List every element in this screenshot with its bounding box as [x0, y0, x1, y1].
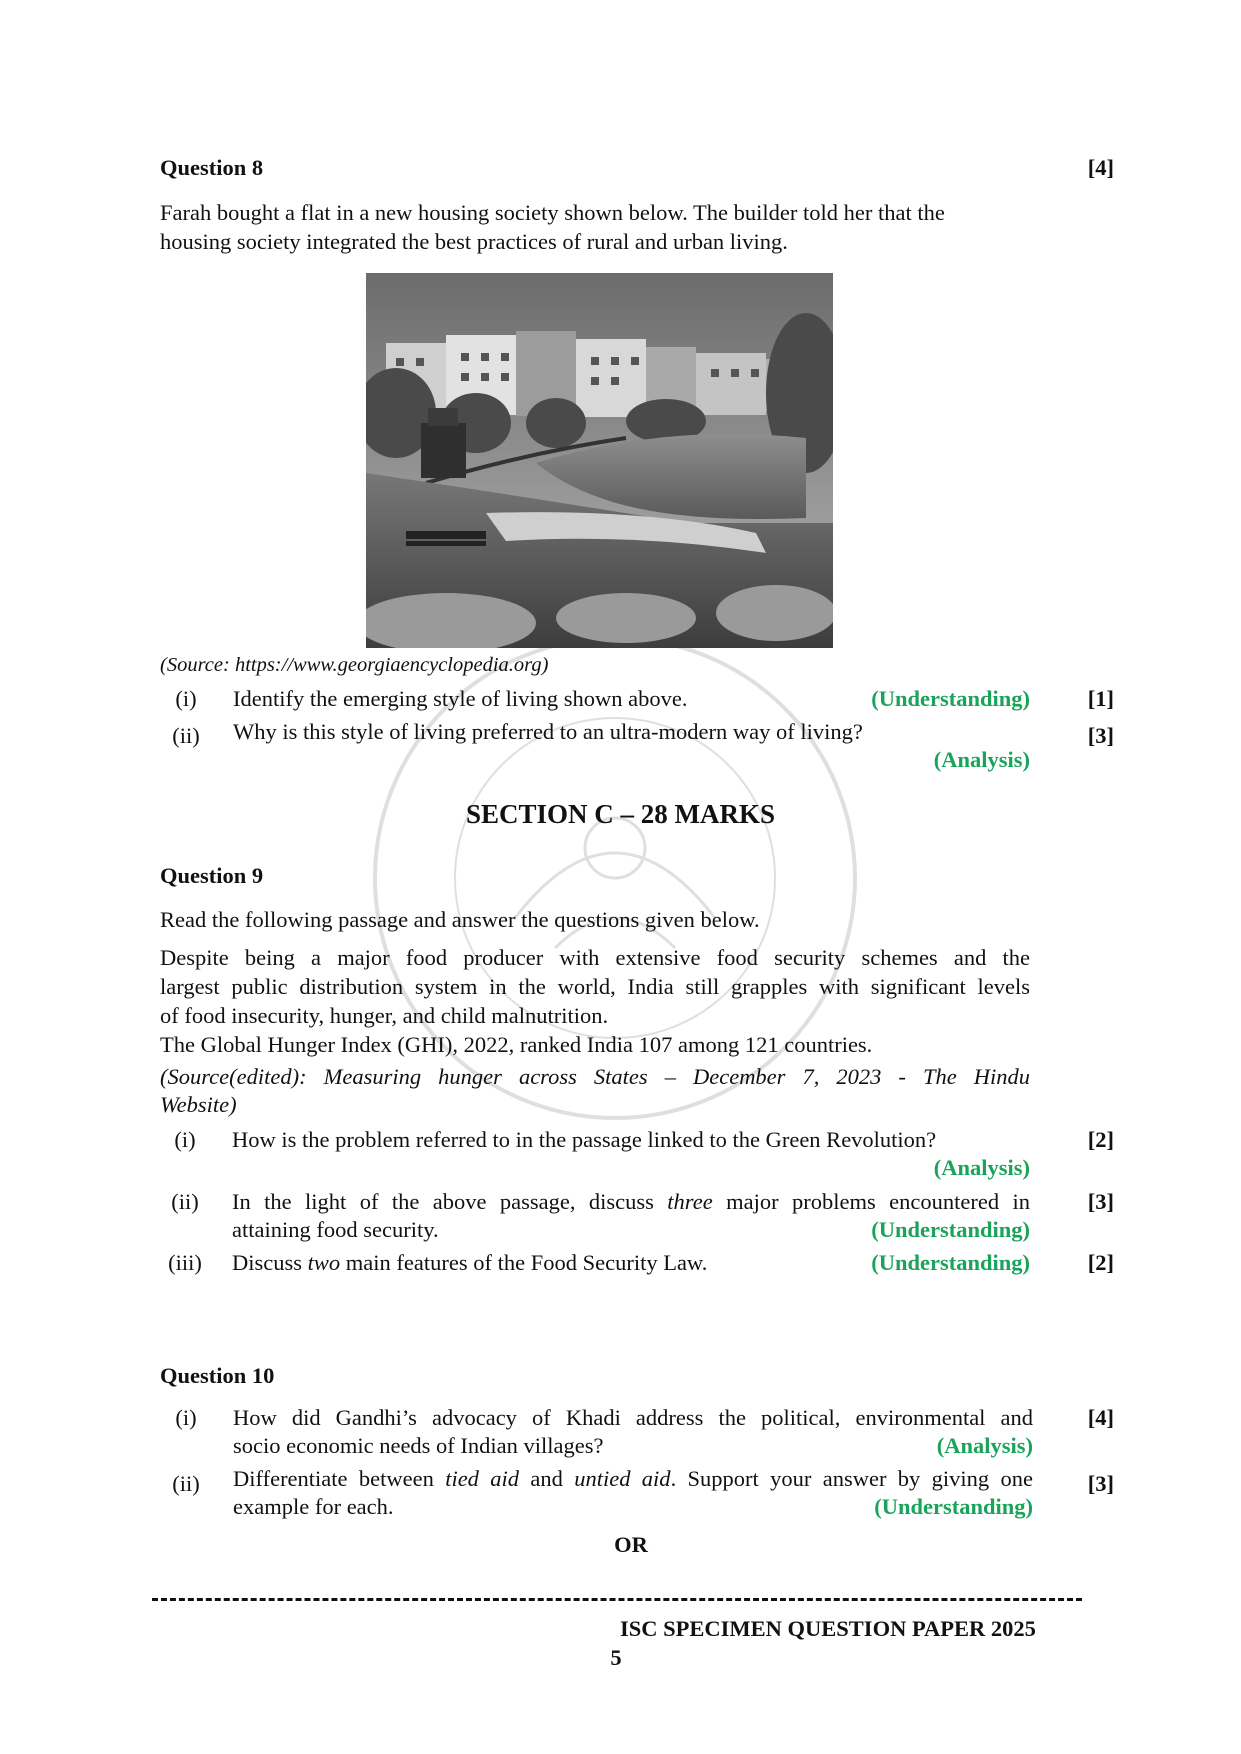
question-8-part-ii-tag: (Analysis): [933, 747, 1030, 772]
housing-society-photo: [366, 273, 833, 648]
question-8-part-i-number: (i): [175, 686, 197, 711]
question-10-part-ii-text-a: Differentiate between: [233, 1466, 446, 1491]
footer-dashed-rule: [152, 1598, 1082, 1601]
question-10-part-ii-emphasis-2: untied aid: [574, 1466, 671, 1491]
question-9-part-ii-tag: (Understanding): [871, 1217, 1030, 1242]
section-c-heading: SECTION C – 28 MARKS: [465, 799, 776, 829]
question-10-part-ii-text-c: . Support your answer by giving one: [670, 1466, 1033, 1491]
question-10-part-i-tag: (Analysis): [936, 1433, 1033, 1458]
question-9-instruction: Read the following passage and answer the questions given below.: [160, 907, 760, 932]
question-9-passage-line-4: The Global Hunger Index (GHI), 2022, ranked India 107 among 121 countries.: [160, 1032, 873, 1057]
question-8-part-i-marks: [1]: [1087, 686, 1114, 711]
question-9-part-ii-line-1: [232, 1188, 1030, 1216]
question-9-passage-line-2: largest public distribution system in the world, India still grapples with significant levels: [160, 974, 1030, 999]
question-10-part-ii-text-b: and: [519, 1466, 575, 1491]
question-8-intro-line-1: Farah bought a flat in a new housing society shown below. The builder told her that the: [160, 200, 945, 225]
or-divider: OR: [614, 1532, 648, 1557]
question-9-part-ii-number: (ii): [171, 1189, 199, 1214]
question-10-part-ii-line-1: [233, 1465, 1033, 1493]
question-9-part-iii-number: (iii): [168, 1250, 202, 1275]
question-8-part-i-tag: (Understanding): [871, 686, 1030, 711]
question-10-part-ii-number: (ii): [172, 1471, 200, 1496]
question-10-part-i-number: (i): [175, 1405, 197, 1430]
question-9-passage-line-3: of food insecurity, hunger, and child malnutrition.: [160, 1003, 609, 1028]
question-9-part-iii-text-a: Discuss: [232, 1250, 308, 1275]
question-9-source-line-2: Website): [160, 1092, 237, 1117]
question-9-part-i-tag: (Analysis): [933, 1155, 1030, 1180]
question-10-part-ii-line-2: example for each.: [233, 1494, 394, 1519]
question-9-part-iii-emphasis: two: [307, 1250, 341, 1275]
question-9-part-i-marks: [2]: [1087, 1127, 1114, 1152]
question-10-part-i-marks: [4]: [1087, 1405, 1114, 1430]
question-9-part-ii-emphasis: three: [667, 1189, 713, 1214]
question-8-source: (Source: https://www.georgiaencyclopedia.org): [160, 654, 549, 676]
question-9-part-iii-text-b: main features of the Food Security Law.: [340, 1250, 708, 1275]
question-9-part-ii-line-2: attaining food security.: [232, 1217, 439, 1242]
question-9-passage-line-1: Despite being a major food producer with extensive food security schemes and the: [160, 945, 1030, 970]
question-8-marks: [4]: [1087, 155, 1114, 180]
question-9-part-i-number: (i): [174, 1127, 196, 1152]
question-8-part-ii-text: Why is this style of living preferred to an ultra-modern way of living?: [233, 719, 863, 744]
question-8-intro-line-2: housing society integrated the best practices of rural and urban living.: [160, 229, 788, 254]
question-8-part-i-text: Identify the emerging style of living shown above.: [233, 686, 688, 711]
question-8-part-ii-number: (ii): [172, 723, 200, 748]
question-8-part-ii-marks: [3]: [1087, 723, 1114, 748]
question-9-part-i-text: How is the problem referred to in the passage linked to the Green Revolution?: [232, 1127, 937, 1152]
question-10-part-ii-marks: [3]: [1087, 1471, 1114, 1496]
question-10-part-i-line-2: socio economic needs of Indian villages?: [233, 1433, 604, 1458]
question-9-part-iii-line-1: [232, 1249, 707, 1277]
question-10-part-ii-emphasis-1: tied aid: [445, 1466, 520, 1491]
question-9-source-line-1: (Source(edited): Measuring hunger across States – December 7, 2023 - The Hindu: [160, 1064, 1030, 1089]
question-9-part-iii-marks: [2]: [1087, 1250, 1114, 1275]
page-number: 5: [610, 1645, 622, 1670]
question-10-part-i-line-1: How did Gandhi’s advocacy of Khadi address the political, environmental and: [233, 1405, 1033, 1430]
question-9-part-ii-marks: [3]: [1087, 1189, 1114, 1214]
question-10-title: Question 10: [160, 1363, 275, 1388]
footer-title: ISC SPECIMEN QUESTION PAPER 2025: [620, 1616, 1036, 1641]
question-9-title: Question 9: [160, 863, 264, 888]
question-9-part-iii-tag: (Understanding): [871, 1250, 1030, 1275]
question-10-part-ii-tag: (Understanding): [874, 1494, 1033, 1519]
question-9-part-ii-text-a: In the light of the above passage, discuss: [232, 1189, 668, 1214]
question-9-part-ii-text-b: major problems encountered in: [712, 1189, 1030, 1214]
question-8-title: Question 8: [160, 155, 264, 180]
